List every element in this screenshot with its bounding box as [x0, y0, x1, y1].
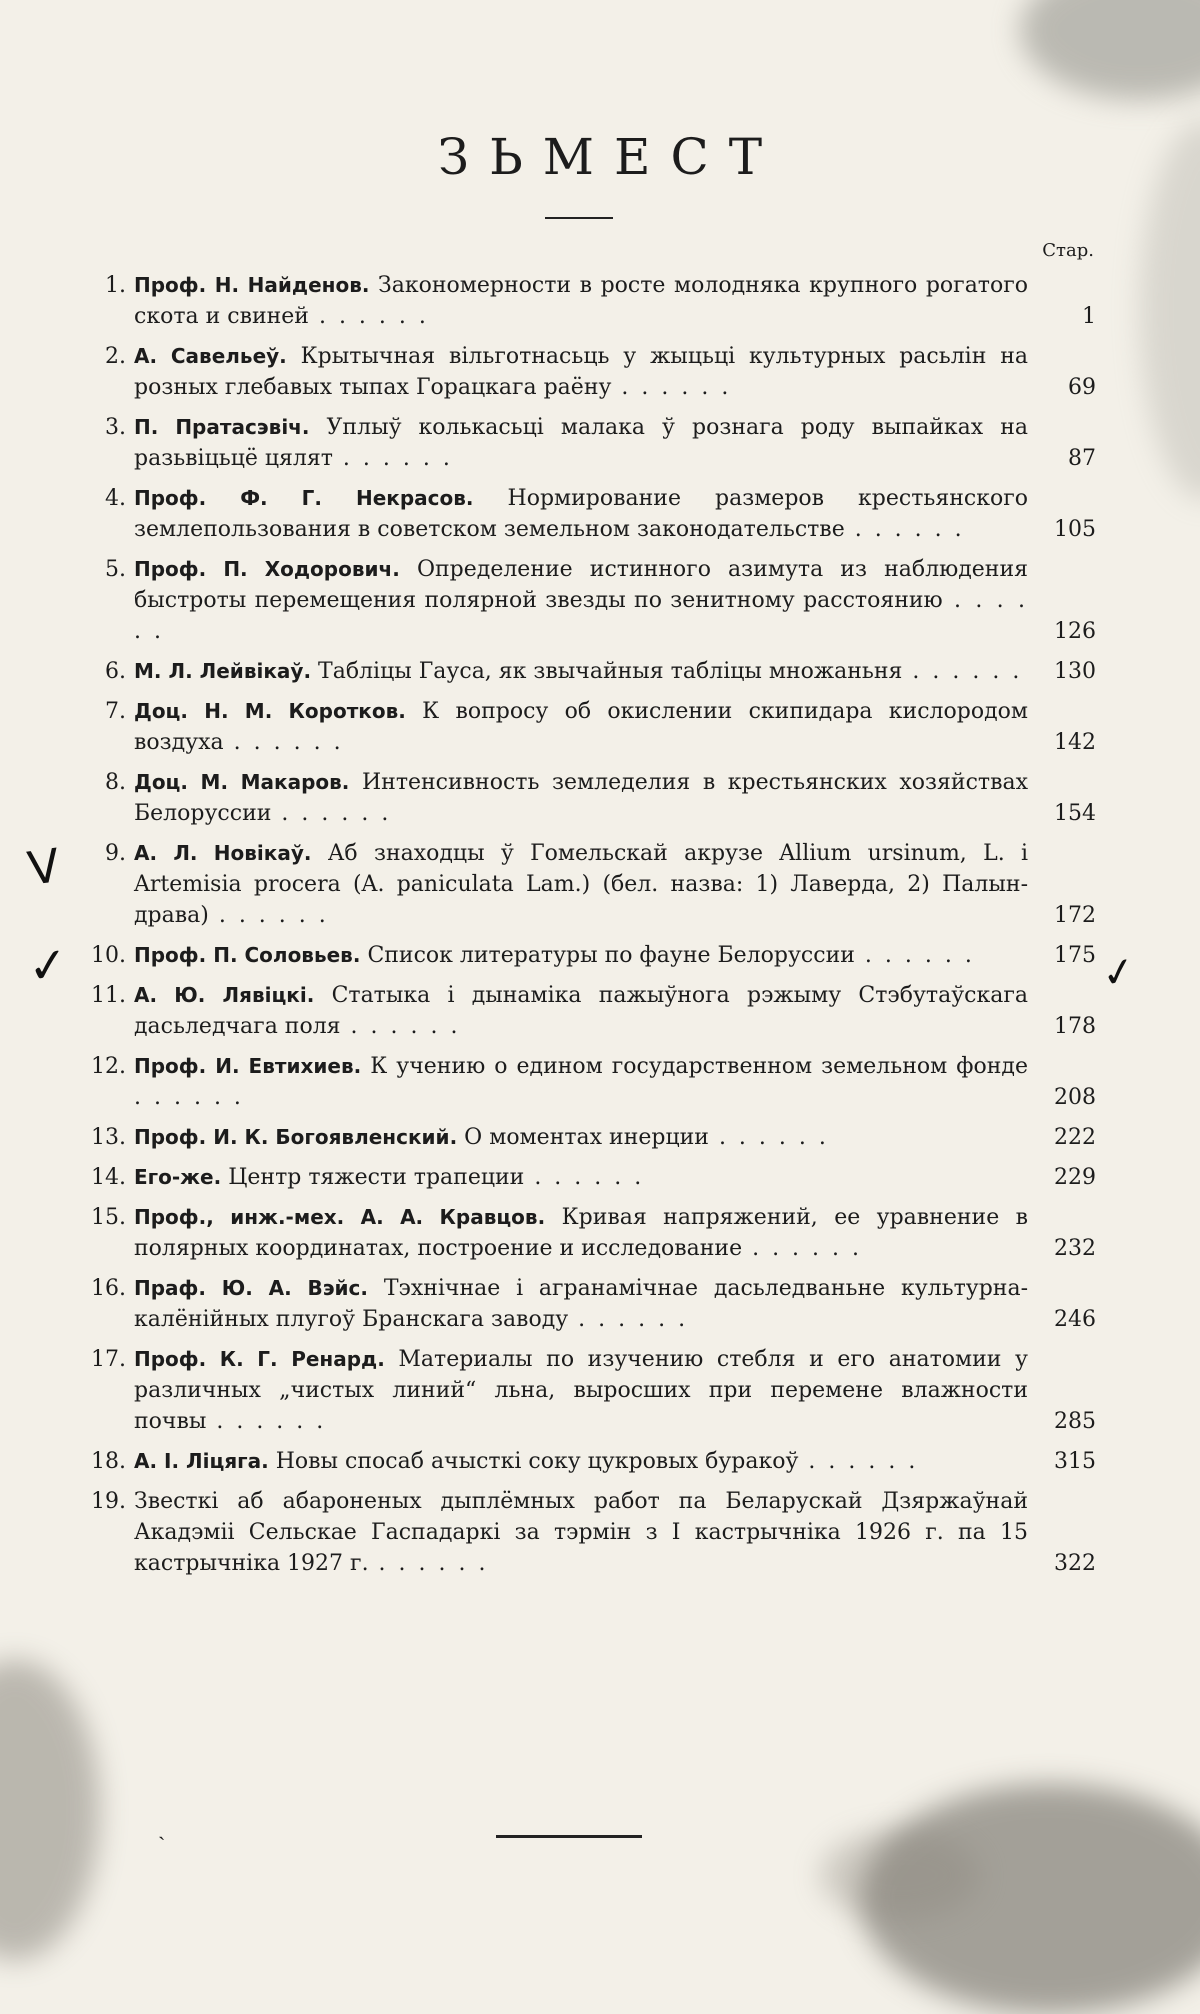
toc-entry	[82, 412, 1096, 474]
entry-number: 7.	[105, 699, 126, 724]
entry-text	[134, 1202, 1032, 1264]
entry-text	[134, 1051, 1032, 1113]
leader-dots: . . . . . .	[524, 1165, 645, 1190]
toc-entry	[82, 1051, 1096, 1113]
entry-page-number: 1	[1082, 304, 1096, 329]
entry-author: П. Пратасэвіч.	[134, 415, 310, 439]
toc-entry	[82, 1446, 1096, 1477]
leader-dots: . . . . . .	[902, 659, 1023, 684]
entry-title: Тэхнічнае і агранамічнае дасьледваньне культурна-калёнійных плугоў Бранскага заводу	[134, 1276, 1028, 1332]
entry-number: 10.	[91, 943, 126, 968]
leader-dots: . . . . . .	[844, 517, 965, 542]
entry-title: Материалы по изучению стебля и его анатомии у различных „чистых линий“ льна, выросших при перемене влажности почвы	[134, 1347, 1028, 1434]
entry-title: Табліцы Гауса, як звычайныя табліцы множаньня	[318, 659, 903, 684]
entry-page-number: 154	[1054, 801, 1096, 826]
entry-number: 8.	[105, 770, 126, 795]
entry-page-number: 69	[1068, 375, 1096, 400]
paper-stain	[820, 1830, 980, 1920]
entry-number: 2.	[105, 344, 126, 369]
leader-dots: . . . . . .	[798, 1449, 919, 1474]
entry-title: Центр тяжести трапеции	[228, 1165, 525, 1190]
entry-text	[134, 1446, 1032, 1477]
entry-page-number: 178	[1054, 1014, 1096, 1039]
entry-author: М. Л. Лейвікаў.	[134, 659, 312, 683]
toc-entry	[82, 1486, 1096, 1579]
entry-number: 16.	[91, 1276, 126, 1301]
paper-stain	[0, 1660, 100, 1960]
toc-entry	[82, 1202, 1096, 1264]
entry-text	[134, 554, 1032, 647]
entry-title: Аб знаходцы ў Гомельскай акрузе Allium ursinum, L. і Artemisia procera (A. paniculata Lam.) (бел. назва: 1) Лаверда, 2) Палын-драва)	[134, 841, 1028, 928]
entry-title: Крытычная вільготнасьць у жыцьці культурных расьлін на розных глебавых тыпах Горацкага раёну	[134, 344, 1028, 400]
leader-dots: . . . . . .	[742, 1236, 863, 1261]
toc-entry	[82, 341, 1096, 403]
entry-title: Закономерности в росте молодняка крупного рогатого скота и свиней	[134, 273, 1028, 329]
entry-title: Кривая напряжений, ее уравнение в полярных координатах, построение и исследование	[134, 1205, 1028, 1261]
entry-text	[134, 483, 1032, 545]
entry-page-number: 87	[1068, 446, 1096, 471]
entry-number: 19.	[91, 1489, 126, 1514]
leader-dots: . . . . . .	[708, 1125, 829, 1150]
entry-author: Проф., инж.-мех. А. А. Кравцов.	[134, 1205, 546, 1229]
entry-title: Звесткі аб абароненых дыплёмных работ па Беларускай Дзяржаўнай Акадэміі Сельскае Гаспадаркі за тэрмін з І кастрычніка 1926 г. па 15 кастрычніка 1927 г.	[134, 1489, 1028, 1576]
paper-stain	[1020, 0, 1200, 100]
handwritten-check-mark: V	[24, 838, 64, 896]
entry-author: Доц. М. Макаров.	[134, 770, 350, 794]
entry-number: 13.	[91, 1125, 126, 1150]
table-of-contents	[82, 270, 1096, 1588]
entry-author: Его-же.	[134, 1165, 222, 1189]
entry-title: К учению о едином государственном земельном фонде	[370, 1054, 1028, 1079]
stray-ink-mark: ˎ	[158, 1816, 166, 1841]
entry-author: Проф. П. Ходорович.	[134, 557, 400, 581]
entry-author: Проф. Ф. Г. Некрасов.	[134, 486, 474, 510]
entry-text	[134, 656, 1032, 687]
entry-author: Проф. И. К. Богоявленский.	[134, 1125, 458, 1149]
toc-entry	[82, 1162, 1096, 1193]
entry-page-number: 208	[1054, 1085, 1096, 1110]
entry-text	[134, 1344, 1032, 1437]
entry-page-number: 229	[1054, 1165, 1096, 1190]
title-underline	[545, 217, 613, 219]
entry-text	[134, 412, 1032, 474]
entry-number: 5.	[105, 557, 126, 582]
entry-author: А. Савельеў.	[134, 344, 287, 368]
entry-number: 3.	[105, 415, 126, 440]
entry-text	[134, 940, 1032, 971]
leader-dots: . . . . . .	[368, 1551, 489, 1576]
entry-text	[134, 270, 1032, 332]
toc-entry	[82, 1122, 1096, 1153]
closing-rule	[496, 1835, 642, 1838]
entry-title: К вопросу об окислении скипидара кислородом воздуха	[134, 699, 1028, 755]
entry-page-number: 172	[1054, 903, 1096, 928]
leader-dots: . . . . . .	[332, 446, 453, 471]
toc-entry	[82, 656, 1096, 687]
entry-text	[134, 838, 1032, 931]
leader-dots: . . . . . .	[134, 588, 1028, 644]
entry-page-number: 175	[1054, 943, 1096, 968]
leader-dots: . . . . . .	[340, 1014, 461, 1039]
entry-text	[134, 767, 1032, 829]
page-title: ЗЬМЕСТ	[437, 128, 783, 186]
entry-page-number: 232	[1054, 1236, 1096, 1261]
entry-number: 6.	[105, 659, 126, 684]
toc-entry	[82, 554, 1096, 647]
entry-number: 1.	[105, 273, 126, 298]
entry-author: Доц. Н. М. Коротков.	[134, 699, 406, 723]
entry-page-number: 130	[1054, 659, 1096, 684]
toc-entry	[82, 767, 1096, 829]
leader-dots: . . . . . .	[223, 730, 344, 755]
entry-title: Определение истинного азимута из наблюдения быстроты перемещения полярной звезды по зенитному расстоянию	[134, 557, 1028, 613]
leader-dots: . . . . . .	[208, 903, 329, 928]
leader-dots: . . . . . .	[854, 943, 975, 968]
entry-page-number: 285	[1054, 1409, 1096, 1434]
toc-entry	[82, 980, 1096, 1042]
entry-text	[134, 1486, 1032, 1579]
entry-author: Праф. Ю. А. Вэйс.	[134, 1276, 369, 1300]
leader-dots: . . . . . .	[134, 1085, 244, 1110]
leader-dots: . . . . . .	[308, 304, 429, 329]
entry-title: О моментах инерции	[464, 1125, 709, 1150]
entry-title: Новы спосаб ачысткі соку цукровых буракоў	[275, 1449, 799, 1474]
leader-dots: . . . . . .	[611, 375, 732, 400]
entry-author: А. Ю. Лявіцкі.	[134, 983, 315, 1007]
entry-number: 15.	[91, 1205, 126, 1230]
toc-entry	[82, 1344, 1096, 1437]
leader-dots: . . . . . .	[271, 801, 392, 826]
entry-number: 14.	[91, 1165, 126, 1190]
toc-entry	[82, 270, 1096, 332]
entry-text	[134, 696, 1032, 758]
entry-title: Список литературы по фауне Белоруссии	[367, 943, 855, 968]
entry-text	[134, 1273, 1032, 1335]
entry-title: Интенсивность земледелия в крестьянских хозяйствах Белоруссии	[134, 770, 1028, 826]
entry-number: 9.	[105, 841, 126, 866]
entry-number: 17.	[91, 1347, 126, 1372]
entry-page-number: 126	[1054, 619, 1096, 644]
toc-entry	[82, 483, 1096, 545]
entry-text	[134, 980, 1032, 1042]
entry-text	[134, 1122, 1032, 1153]
entry-author: Проф. П. Соловьев.	[134, 943, 361, 967]
page-column-label: Стар.	[1042, 240, 1094, 261]
entry-author: Проф. Н. Найденов.	[134, 273, 370, 297]
entry-title: Уплыў колькасьці малака ў рознага роду выпайках на разьвіцьцё цялят	[134, 415, 1028, 471]
entry-number: 11.	[91, 983, 126, 1008]
entry-page-number: 322	[1054, 1551, 1096, 1576]
entry-number: 4.	[105, 486, 126, 511]
entry-text	[134, 341, 1032, 403]
entry-page-number: 246	[1054, 1307, 1096, 1332]
entry-author: А. І. Ліцяга.	[134, 1449, 269, 1473]
entry-text	[134, 1162, 1032, 1193]
toc-entry	[82, 940, 1096, 971]
entry-page-number: 105	[1054, 517, 1096, 542]
leader-dots: . . . . . .	[206, 1409, 327, 1434]
entry-number: 12.	[91, 1054, 126, 1079]
toc-entry	[82, 696, 1096, 758]
entry-page-number: 315	[1054, 1449, 1096, 1474]
leader-dots: . . . . . .	[568, 1307, 689, 1332]
entry-title: Статыка і дынаміка пажыўнога рэжыму Стэбутаўскага дасьледчага поля	[134, 983, 1028, 1039]
entry-author: А. Л. Новікаў.	[134, 841, 312, 865]
handwritten-check-mark: ✓	[25, 936, 72, 996]
toc-entry	[82, 838, 1096, 931]
entry-page-number: 222	[1054, 1125, 1096, 1150]
entry-author: Проф. К. Г. Ренард.	[134, 1347, 385, 1371]
entry-author: Проф. И. Евтихиев.	[134, 1054, 362, 1078]
handwritten-check-mark: ✓	[1098, 947, 1140, 999]
entry-page-number: 142	[1054, 730, 1096, 755]
entry-number: 18.	[91, 1449, 126, 1474]
entry-title: Нормирование размеров крестьянского землепользования в советском земельном законодательстве	[134, 486, 1028, 542]
toc-entry	[82, 1273, 1096, 1335]
